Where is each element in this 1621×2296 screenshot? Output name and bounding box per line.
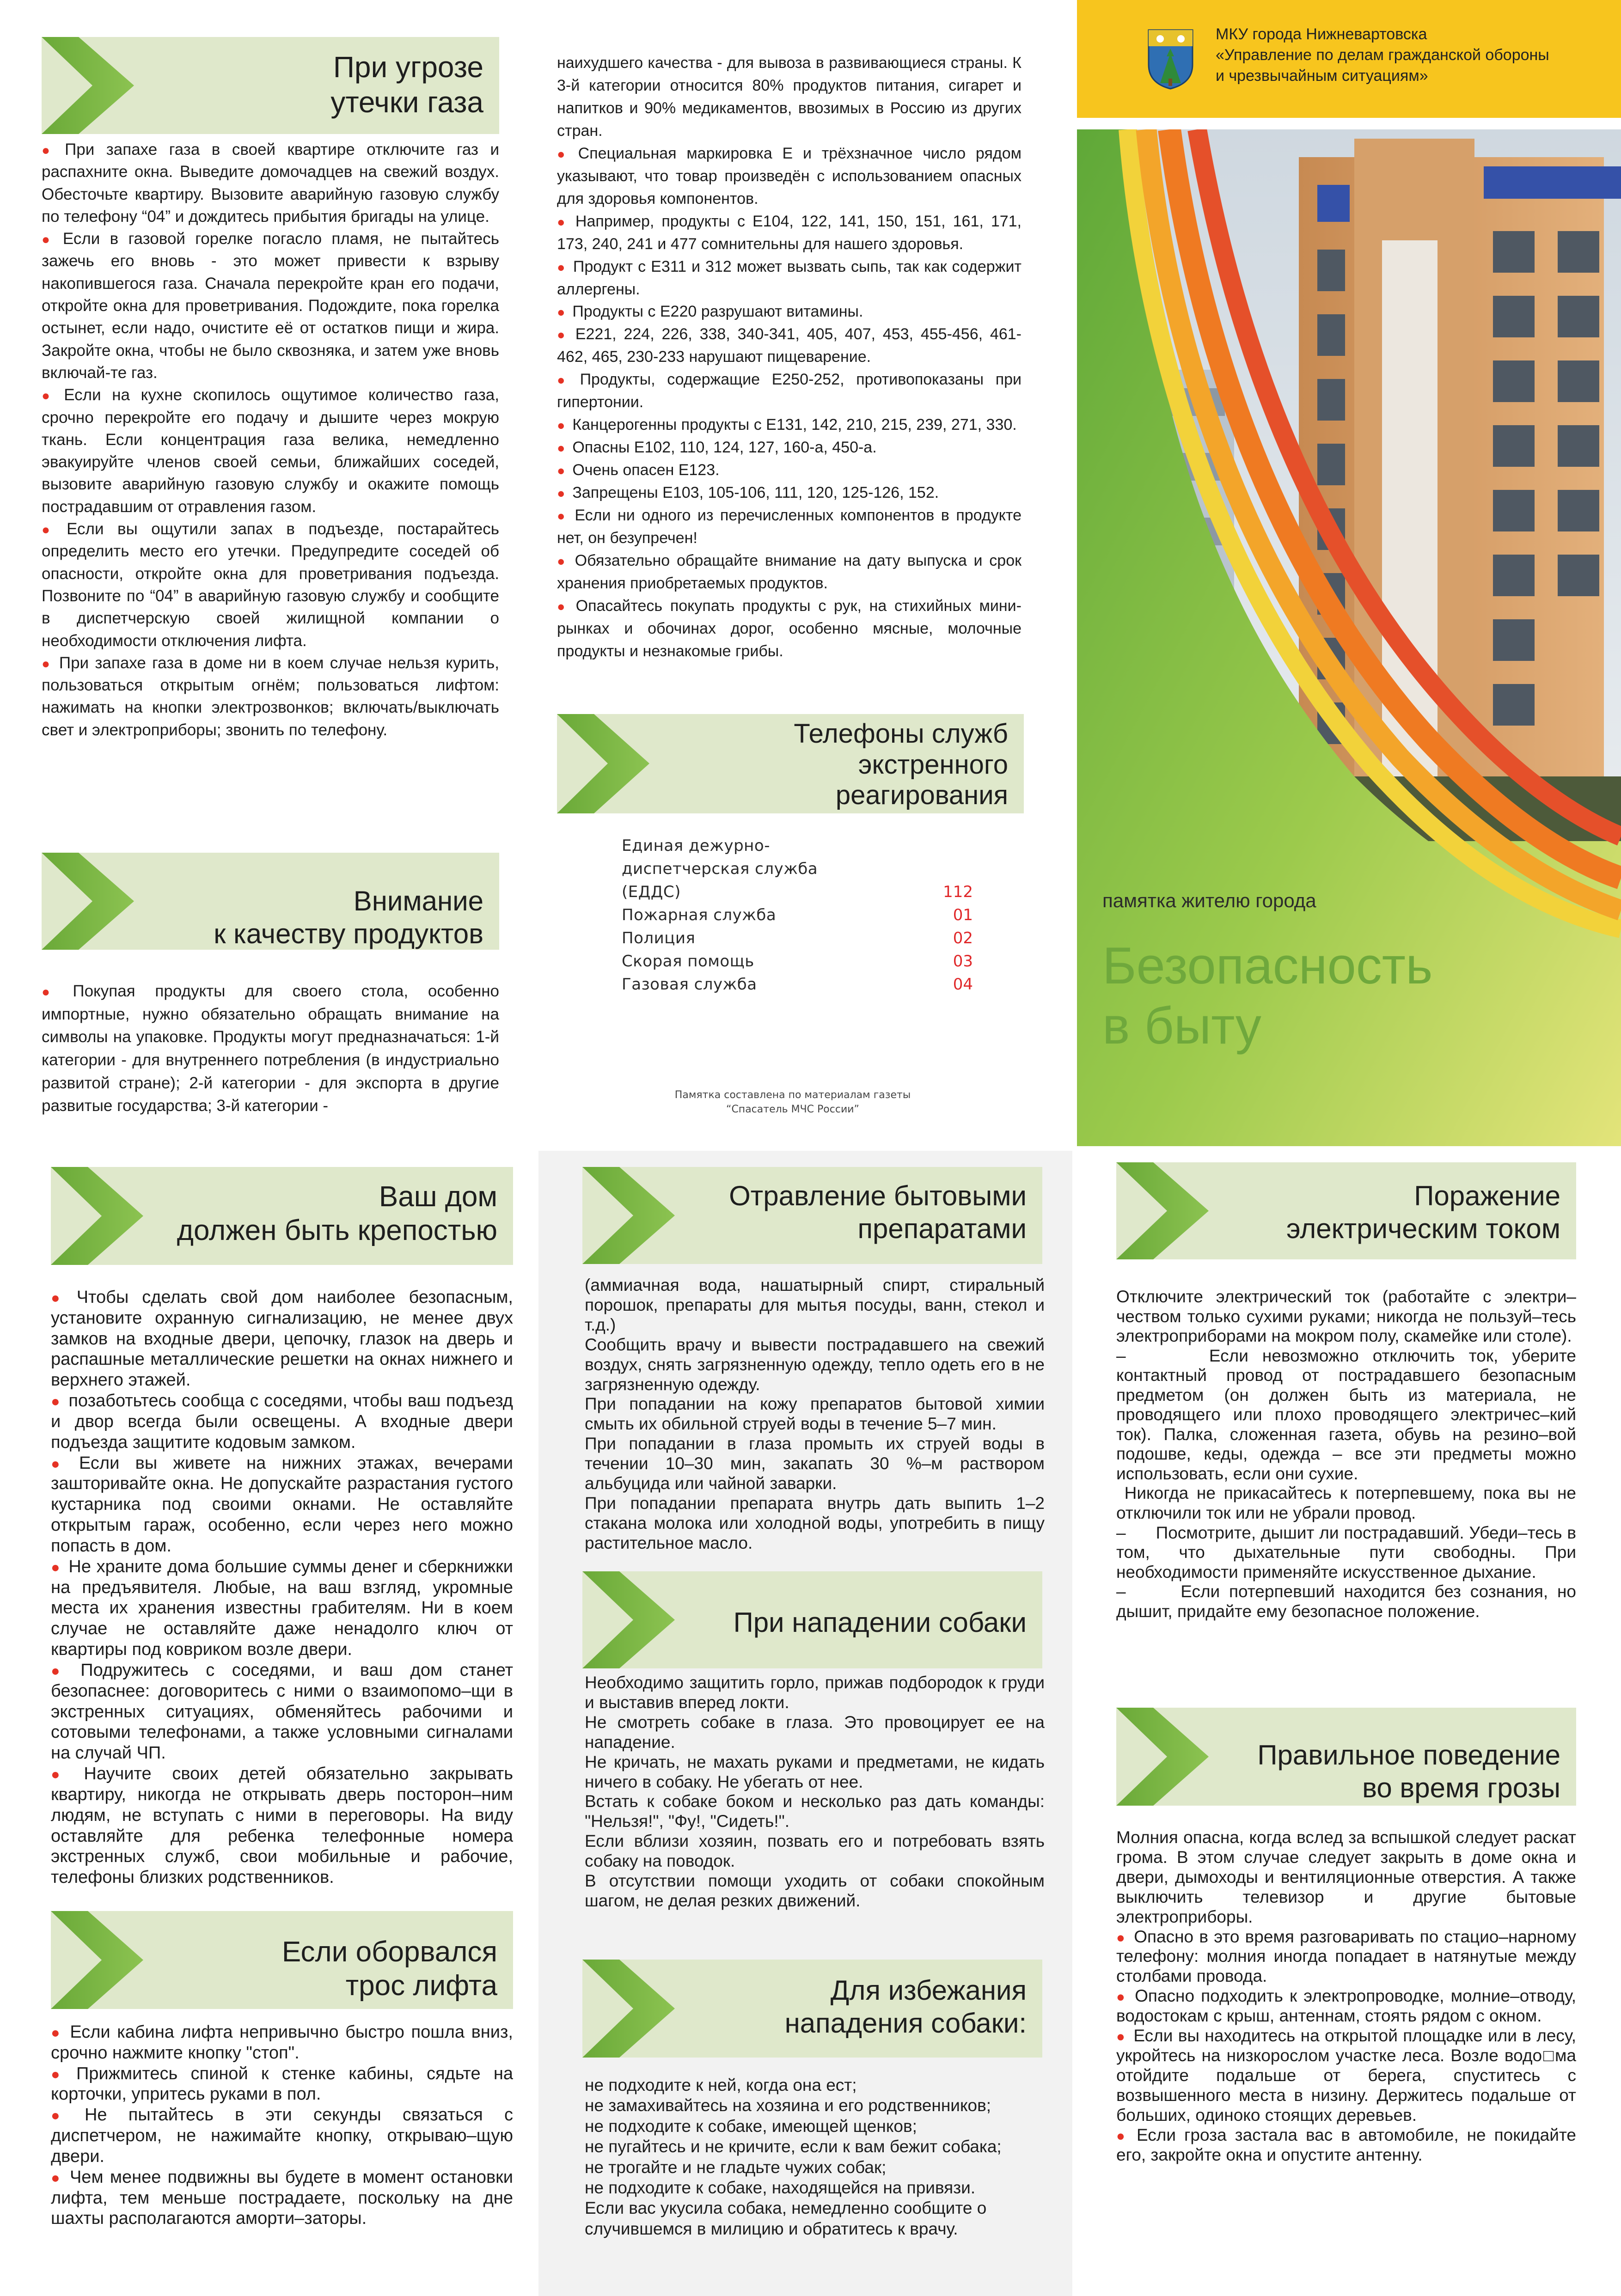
phone-name: Пожарная служба: [622, 906, 777, 924]
gas-item: При запахе газа в своей квартире отключите газ и распахните окна. Выведите домочадцев на свежий воздух. Обесточьте квартиру. Вызовите аварийную газовую службу по телефону “04” и дождитесь прибытия бригады на улице.: [42, 140, 499, 226]
quality-item: Запрещены Е103, 105-106, 111, 120, 125-126, 152.: [572, 484, 939, 502]
chevron-arrow-icon: [557, 714, 682, 813]
home-item: Подружитесь с соседями, и ваш дом станет безопаснее: договоритесь с ними о взаимопомо–щи в экстренных ситуациях, обменяйтесь рабочими и сотовыми телефонами, а также условными сигналами на случай ЧП.: [51, 1660, 514, 1763]
home-title-line2: должен быть крепостью: [177, 1215, 497, 1247]
chevron-arrow-icon: [51, 1167, 176, 1265]
gas-header: [42, 37, 499, 134]
cover-subtitle: памятка жителю города: [1102, 890, 1316, 911]
storm-title-line1: Правильное поведение: [1257, 1740, 1560, 1771]
dog-para: Если вблизи хозяин, позвать его и потребовать взять собаку на поводок.: [585, 1832, 1045, 1871]
dog-para: Встать к собаке боком и несколько раз дать команды: "Нельзя!", "Фу!, "Сидеть!".: [585, 1792, 1045, 1831]
avoid-header: [582, 1960, 1042, 2058]
gas-body: ● При запахе газа в своей квартире отключите газ и распахните окна. Выведите домочадцев на свежий воздух. Обесточьте квартиру. Вызовите аварийную газовую службу по телефону “04” и дождитесь прибытия бригады на улице. ● Если в газовой горелке погасло пламя, не пытайтесь зажечь его вновь - это может привести к взрыву накопившегося газа. Сначала перекройте кран его подачи, откройте окна для проветривания. Подождите, пока горелка остынет, если надо, очистите её от остатков пищи и жира. Закройте окна, чтобы не было сквозняка, и затем уже вновь включай-те газ. ● Если на кухне скопилось ощутимое количество газа, срочно перекройте его подачу и дышите через мокрую ткань. Если концентрация газа велика, немедленно эвакуируйте членов своей семьи, ближайших соседей, вызовите аварийную газовую службу и окажите помощь пострадавшим от отравления газом. ● Если вы ощутили запах в подъезде, постарайтесь определить место его утечки. Предупредите соседей об опасности, откройте окна для проветривания подъезда. Позвоните по “04” в аварийную газовую службу и сообщите в диспетчерскую своей жилищной компании о необходимости отключения лифта. ● При запахе газа в доме ни в коем случае нельзя курить, пользоваться открытым огнём; пользоваться лифтом: нажимать на кнопки электрозвонков; включать/выключать свет и электроприборы; звонить по телефону.: [42, 140, 499, 739]
storm-item: Опасно в это время разговаривать по стацио–нарному телефону: молния иногда попадает в натянутые между столбами провода.: [1116, 1927, 1576, 1986]
storm-body: Молния опасна, когда вслед за вспышкой следует раскат грома. В этом случае следует закрыть в доме окна и двери, дымоходы и вентиляционные отверстия. А также выключить телевизор и другие бытовые электроприборы. ● Опасно в это время разговаривать по стацио–нарному телефону: молния иногда попадает в натянутые между столбами провода. ● Опасно подходить к электропроводке, молние–отводу, водостокам с крыш, антеннам, стоять рядом с окном. ● Если вы находитесь на открытой площадке или в лесу, укройтесь на низкорослом участке леса. Возле водо□ма отойдите подальше от берега, спуститесь с возвышенного места в низину. Держитесь подальше от больших, одиноко стоящих деревьев. ● Если гроза застала вас в автомобиле, не покидайте его, закройте окна и опустите антенну.: [1116, 1828, 1576, 2164]
source-note: [636, 1088, 950, 1117]
poison-title-line1: Отравление бытовыми: [729, 1180, 1027, 1211]
phone-name: Единая дежурно-: [622, 837, 770, 855]
dog-body: [585, 1673, 1045, 1911]
phone-number: 02: [953, 929, 973, 947]
avoid-title-line1: Для избежания: [830, 1975, 1027, 2006]
lift-item: Если кабина лифта непривычно быстро пошла вниз, срочно нажмите кнопку "стоп".: [51, 2022, 513, 2063]
quality-item: Например, продукты с Е104, 122, 141, 150, 151, 161, 171, 173, 240, 241 и 477 сомнительны для нашего здоровья.: [557, 212, 1022, 253]
quality-item: Очень опасен Е123.: [572, 461, 720, 479]
quality-body: ● Покупая продукты для своего стола, особенно импортные, нужно обязательно обращать внимание на символы на упаковке. Продукты могут предназначаться: 1-й категории - для внутреннего потребления (в индустриально развитой стране); 2-й категории - для экспорта в другие развитые государства; 3-й категории -: [42, 982, 499, 1115]
chevron-arrow-icon: [42, 853, 166, 950]
source-note-line2: “Спасатель МЧС России”: [726, 1103, 859, 1115]
chevron-arrow-icon: [1116, 1162, 1241, 1259]
storm-header: [1116, 1708, 1576, 1806]
shock-title-line2: электрическим током: [1286, 1213, 1560, 1244]
shock-para: Отключите электрический ток (работайте с электри–чеством только сухими руками; никогда не пользуй–тесь электроприборами на мокром полу, скамейке или столе).: [1116, 1287, 1576, 1346]
quality-item: Специальная маркировка Е и трёхзначное число рядом указывают, что товар произведён с использованием опасных для здоровья компонентов.: [557, 144, 1022, 208]
avoid-title-line2: нападения собаки:: [784, 2007, 1027, 2039]
shock-para: – Если невозможно отключить ток, уберите контактный провод от пострадавшего безопасным предметом (он должен быть из материала, не проводящего или плохо проводящего электричес–кий ток). Палка, сложенная газета, обувь на резино–вой подошве, кеды, одежда – все эти предметы можно использовать, если они сухие.: [1116, 1346, 1576, 1483]
storm-intro: Молния опасна, когда вслед за вспышкой следует раскат грома. В этом случае следует закрыть в доме окна и двери, дымоходы и вентиляционные отверстия. А также выключить телевизор и другие бытовые электроприборы.: [1116, 1828, 1576, 1926]
poison-para: Сообщить врачу и вывести пострадавшего на свежий воздух, снять загрязненную одежду, тепло одеть его в не загрязненную одежду.: [585, 1335, 1045, 1394]
storm-item: Если гроза застала вас в автомобиле, не покидайте его, закройте окна и опустите антенну.: [1116, 2125, 1576, 2164]
home-item: Не храните дома большие суммы денег и сберкнижки на предъявителя. Любые, на ваш взгляд, укромные места их хранения известны грабителям. Ни в коем случае не оставляйте даже ненадолго ключ от квартиры под ковриком возле двери.: [51, 1557, 513, 1660]
dog-para: Необходимо защитить горло, прижав подбородок к груди и выставив вперед локти.: [585, 1673, 1045, 1712]
storm-title-line2: во время грозы: [1362, 1772, 1560, 1803]
org-line2: «Управление по делам гражданской обороны: [1216, 46, 1549, 64]
quality-item: Е221, 224, 226, 338, 340-341, 405, 407, 453, 455-456, 461-462, 465, 230-233 нарушают пищеварение.: [557, 325, 1022, 366]
home-item: Если вы живете на нижних этажах, вечерами зашторивайте окна. Не допускайте разрастания густого кустарника под своими окнами. Не оставляйте открытым гараж, особенно, если через него можно попасть в дом.: [51, 1453, 513, 1556]
storm-item: Если вы находитесь на открытой площадке или в лесу, укройтесь на низкорослом участке леса. Возле водо□ма отойдите подальше от берега, спуститесь с возвышенного места в низину. Держитесь подальше от больших, одиноко стоящих деревьев.: [1116, 2026, 1576, 2125]
chevron-arrow-icon: [42, 37, 166, 134]
phone-name: Скорая помощь: [622, 952, 754, 971]
shock-title-line1: Поражение: [1414, 1180, 1560, 1211]
shock-para: Никогда не прикасайтесь к потерпевшему, пока вы не отключили ток или не убрали провод.: [1116, 1484, 1576, 1523]
shock-para: – Посмотрите, дышит ли пострадавший. Убеди–тесь в том, что дыхательные пути свободны. При необходимости применяйте искусственное дыхание.: [1116, 1523, 1576, 1582]
lift-title-line1: Если оборвался: [281, 1936, 497, 1968]
chevron-arrow-icon: [1116, 1708, 1241, 1806]
org-line1: МКУ города Нижневартовска: [1216, 25, 1427, 43]
phones-header: [557, 714, 1024, 813]
phones-title-line3: реагирования: [835, 780, 1008, 811]
cover-panel: [1077, 129, 1621, 1146]
org-name: [1216, 24, 1549, 86]
quality-item: Опасайтесь покупать продукты с рук, на стихийных мини-рынках и обочинах дорог, особенно мясные, молочные продукты и незнакомые грибы.: [557, 597, 1022, 660]
quality-body-cont: наихудшего качества - для вывоза в развивающиеся страны. К 3-й категории относится 80% продуктов питания, сигарет и напитков и 90% медикаментов, ввозимых в Россию из других стран. ● Специальная маркировка Е и трёхзначное число рядом указывают, что товар произведён с использованием опасных для здоровья компонентов. ● Например, продукты с Е104, 122, 141, 150, 151, 161, 171, 173, 240, 241 и 477 сомнительны для нашего здоровья. ● Продукт с Е311 и 312 может вызвать сыпь, так как содержит аллергены. ● Продукты с Е220 разрушают витамины. ● Е221, 224, 226, 338, 340-341, 405, 407, 453, 455-456, 461-462, 465, 230-233 нарушают пищеварение. ● Продукты, содержащие Е250-252, противопоказаны при гипертонии. ● Канцерогенны продукты с Е131, 142, 210, 215, 239, 271, 330. ● Опасны Е102, 110, 124, 127, 160-а, 450-а. ● Очень опасен Е123. ● Запрещены Е103, 105-106, 111, 120, 125-126, 152. ● Если ни одного из перечисленных компонентов в продукте нет, он безупречен! ● Обязательно обращайте внимание на дату выпуска и срок хранения приобретаемых продуктов. ● Опасайтесь покупать продукты с рук, на стихийных мини-рынках и обочинах дорог, особенно мясные, молочные продукты и незнакомые грибы.: [557, 52, 1022, 663]
gas-title-line1: При угрозе: [333, 50, 483, 84]
source-note-line1: Памятка составлена по материалам газеты: [674, 1089, 911, 1101]
avoid-para: не подходите к ней, когда она ест;: [585, 2076, 857, 2094]
poison-body: [585, 1276, 1045, 1553]
quality-title-line1: Внимание: [353, 885, 483, 916]
shock-para: – Если потерпевший находится без сознания, но дышит, придайте ему безопасное положение.: [1116, 1582, 1576, 1621]
quality-item: Продукт с Е311 и 312 может вызвать сыпь, так как содержит аллергены.: [557, 257, 1022, 298]
poison-para: При попадании препарата внутрь дать выпить 1–2 стакана молока или холодной воды, употребить в пищу растительное масло.: [585, 1493, 1045, 1552]
chevron-arrow-icon: [51, 1911, 176, 2009]
quality-title-line2: к качеству продуктов: [214, 918, 483, 949]
lift-item: Чем менее подвижны вы будете в момент остановки лифта, тем меньше пострадаете, поскольку на дне шахты располагаются аморти–заторы.: [51, 2167, 513, 2229]
quality-item: Канцерогенны продукты с Е131, 142, 210, 215, 239, 271, 330.: [572, 416, 1017, 434]
avoid-para: не трогайте и не гладьте чужих собак;: [585, 2157, 887, 2177]
poison-para: При попадании в глаза промыть их струей воды в течении 10–30 мин, закапать 30 %–м раствором альбуцида или чайной заварки.: [585, 1434, 1045, 1493]
shock-body: [1116, 1287, 1576, 1621]
dog-para: Не кричать, не махать руками и предметами, не кидать ничего в собаку. Не убегать от нее.: [585, 1752, 1045, 1791]
poison-header: [582, 1167, 1042, 1264]
home-item: позаботьтесь сообща с соседями, чтобы ваш подъезд и двор всегда были освещены. А входные двери подъезда защитите кодовым замком.: [51, 1391, 513, 1452]
poison-title-line2: препаратами: [857, 1213, 1027, 1244]
home-body: ● Чтобы сделать свой дом наиболее безопасным, установите охранную сигнализацию, не менее двух замков на входные двери, цепочку, глазок на дверь и распашные металлические решетки на окнах нижнего и верхнего этажей. ● позаботьтесь сообща с соседями, чтобы ваш подъезд и двор всегда были освещены. А входные двери подъезда защитите кодовым замком. ● Если вы живете на нижних этажах, вечерами зашторивайте окна. Не допускайте разрастания густого кустарника под своими окнами. Не оставляйте открытым гараж, особенно, если через него можно попасть в дом. ● Не храните дома большие суммы денег и сберкнижки на предъявителя. Любые, на ваш взгляд, укромные места их хранения известны грабителям. Ни в коем случае не оставляйте даже ненадолго ключ от квартиры под ковриком возле двери. ● Подружитесь с соседями, и ваш дом станет безопаснее: договоритесь с ними о взаимопомо–щи в экстренных ситуациях, обменяйтесь рабочими и сотовыми телефонами, а также условными сигналами на случай ЧП. ● Научите своих детей обязательно закрывать квартиру, никогда не открывать дверь посторон–ним людям, не вступать с ними в переговоры. На виду оставляйте для ребенка телефонные номера экстренных служб, свои мобильные и рабочие, телефоны близких родственников.: [51, 1288, 514, 1887]
phone-number: 04: [953, 975, 973, 994]
phone-name: (ЕДДС): [622, 883, 681, 901]
gas-item: При запахе газа в доме ни в коем случае нельзя курить, пользоваться открытым огнём; пользоваться лифтом: нажимать на кнопки электрозвонков; включать/выключать свет и электроприборы; звонить по телефону.: [42, 653, 499, 739]
cover-title: [1102, 936, 1432, 1056]
avoid-para: не подходите к собаке, имеющей щенков;: [585, 2116, 917, 2136]
gas-item: Если на кухне скопилось ощутимое количество газа, срочно перекройте его подачу и дышите через мокрую ткань. Если концентрация газа велика, немедленно эвакуируйте членов своей семьи, ближайших соседей, вызовите аварийную газовую службу и окажите помощь пострадавшим от отравления газом.: [42, 386, 499, 516]
quality-item: Если ни одного из перечисленных компонентов в продукте нет, он безупречен!: [557, 507, 1022, 547]
phone-number: 03: [953, 952, 973, 971]
chevron-arrow-icon: [582, 1960, 707, 2058]
avoid-para: не подходите к собаке, находящейся на привязи.: [585, 2178, 976, 2197]
phone-name: Полиция: [622, 929, 696, 947]
lift-header: [51, 1911, 513, 2009]
home-header: [51, 1167, 513, 1265]
phones-title-line2: экстренного: [858, 749, 1008, 780]
phone-name: Газовая служба: [622, 975, 757, 994]
chevron-arrow-icon: [582, 1571, 707, 1668]
dog-title: При нападении собаки: [733, 1607, 1027, 1638]
gas-title-line2: утечки газа: [330, 85, 483, 119]
gas-item: Если в газовой горелке погасло пламя, не пытайтесь зажечь его вновь - это может привести к взрыву накопившегося газа. Сначала перекройте кран его подачи, откройте окна для проветривания. Подождите, пока горелка остынет, если надо, очистите её от остатков пищи и жира. Закройте окна, чтобы не было сквозняка, и затем уже вновь включай-те газ.: [42, 230, 499, 382]
phone-list: [622, 837, 982, 998]
cover-title-line1: Безопасность: [1102, 937, 1433, 995]
gas-item: Если вы ощутили запах в подъезде, постарайтесь определить место его утечки. Предупредите соседей об опасности, откройте окна для проветривания подъезда. Позвоните по “04” в аварийную газовую службу и сообщите в диспетчерскую своей жилищной компании о необходимости отключения лифта.: [42, 520, 499, 650]
avoid-para: Если вас укусила собака, немедленно сообщите о случившемся в милицию и обратитесь к врачу.: [585, 2198, 987, 2238]
chevron-arrow-icon: [582, 1167, 707, 1264]
org-line3: и чрезвычайным ситуациям»: [1216, 67, 1428, 85]
quality-item: Покупая продукты для своего стола, особенно импортные, нужно обязательно обращать внимание на символы на упаковке. Продукты могут предназначаться: 1-й категории - для внутреннего потребления (в индустриально развитой стране); 2-й категории - для экспорта в другие развитые государства; 3-й категории -: [42, 982, 499, 1115]
home-item: Чтобы сделать свой дом наиболее безопасным, установите охранную сигнализацию, не менее двух замков на входные двери, цепочку, глазок на дверь и распашные металлические решетки на окнах нижнего и верхнего этажей.: [51, 1288, 513, 1390]
quality-item: Продукты с Е220 разрушают витамины.: [572, 303, 863, 321]
quality-item: Опасны Е102, 110, 124, 127, 160-а, 450-а.: [572, 439, 877, 457]
home-item: Научите своих детей обязательно закрывать квартиру, никогда не открывать дверь посторон–ним людям, не вступать с ними в переговоры. На виду оставляйте для ребенка телефонные номера экстренных служб, свои мобильные и рабочие, телефоны близких родственников.: [51, 1764, 513, 1887]
quality-item: Обязательно обращайте внимание на дату выпуска и срок хранения приобретаемых продуктов.: [557, 551, 1022, 592]
lift-title-line2: трос лифта: [345, 1970, 497, 2002]
quality-item: Продукты, содержащие Е250-252, противопоказаны при гипертонии.: [557, 371, 1022, 411]
poison-para: При попадании на кожу препаратов бытовой химии смыть их обильной струей воды в течение 5–7 мин.: [585, 1394, 1045, 1434]
org-banner: [1077, 0, 1621, 118]
cover-title-line2: в быту: [1102, 996, 1261, 1055]
phones-title-line1: Телефоны служб: [794, 719, 1008, 749]
phone-name: диспетчерская служба: [622, 860, 818, 878]
lift-item: Прижмитесь спиной к стенке кабины, сядьте на корточки, упритесь руками в пол.: [51, 2064, 513, 2104]
coat-of-arms-icon: [1146, 28, 1195, 90]
home-title-line1: Ваш дом: [379, 1181, 497, 1213]
dog-para: Не смотреть собаке в глаза. Это провоцирует ее на нападение.: [585, 1712, 1045, 1752]
lift-body: ● Если кабина лифта непривычно быстро пошла вниз, срочно нажмите кнопку "стоп". ● Прижмитесь спиной к стенке кабины, сядьте на корточки, упритесь руками в пол. ● Не пытайтесь в эти секунды связаться с диспетчером, не нажимайте кнопку, открываю–щую двери. ● Чем менее подвижны вы будете в момент остановки лифта, тем меньше пострадаете, поскольку на дне шахты располагаются аморти–заторы.: [51, 2022, 513, 2229]
storm-item: Опасно подходить к электропроводке, молние–отводу, водостокам с крыш, антеннам, стоять рядом с окном.: [1116, 1986, 1576, 2026]
avoid-body: [585, 2075, 1045, 2239]
quality-cont: наихудшего качества - для вывоза в развивающиеся страны. К 3-й категории относится 80% продуктов питания, сигарет и напитков и 90% медикаментов, ввозимых в Россию из других стран.: [557, 54, 1022, 140]
phone-number: 01: [953, 906, 973, 924]
avoid-para: не замахивайтесь на хозяина и его родственников;: [585, 2096, 991, 2115]
poison-para: (аммиачная вода, нашатырный спирт, стиральный порошок, препараты для мытья посуды, ванн, стекол и т.д.): [585, 1276, 1045, 1334]
quality-header: [42, 853, 499, 950]
lift-item: Не пытайтесь в эти секунды связаться с диспетчером, не нажимайте кнопку, открываю–щую двери.: [51, 2105, 513, 2166]
avoid-para: не пугайтесь и не кричите, если к вам бежит собака;: [585, 2137, 1002, 2156]
dog-para: В отсутствии помощи уходить от собаки спокойным шагом, не делая резких движений.: [585, 1871, 1045, 1910]
dog-header: [582, 1571, 1042, 1668]
phone-number: 112: [943, 883, 973, 901]
shock-header: [1116, 1162, 1576, 1259]
